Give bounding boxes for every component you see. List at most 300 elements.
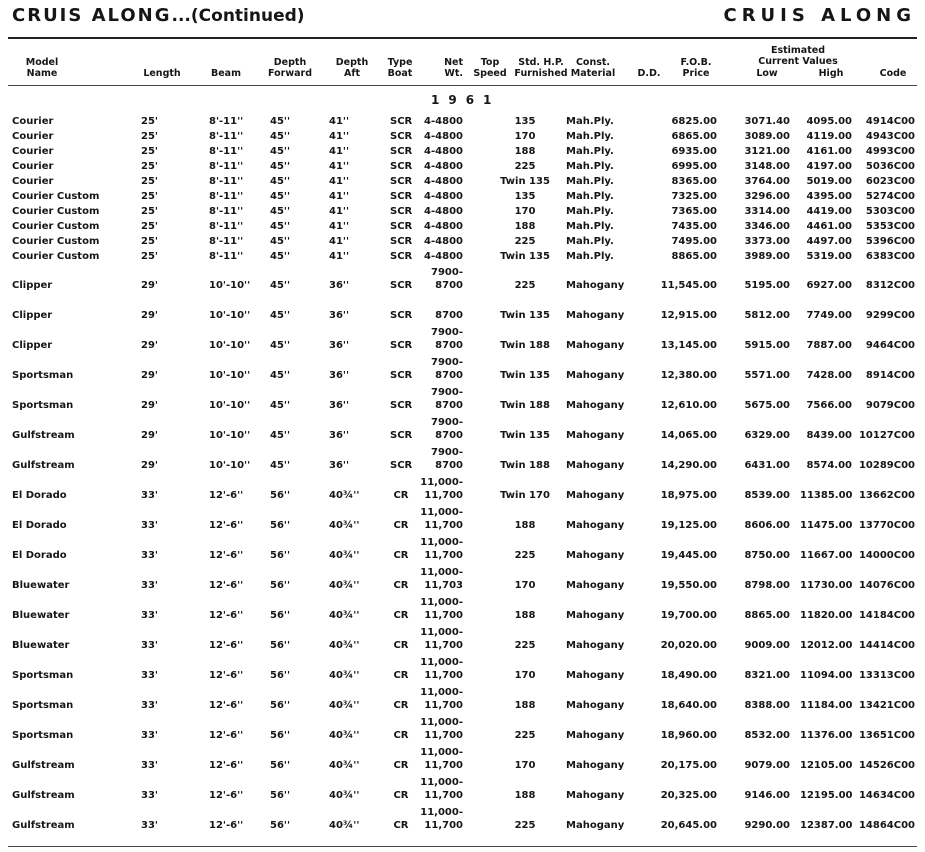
cell-length: 25' [141,131,158,142]
cell-model: El Dorado [12,490,67,501]
cell-low: 6431.00 [744,460,790,471]
cell-model: Gulfstream [12,820,75,831]
cell-depth-aft: 40¾'' [329,580,360,591]
cell-net-wt: 8700 [435,400,463,411]
cell-code: 14000C00 [858,550,915,561]
year-label: 1961 [431,93,501,107]
cell-depth-forward: 56'' [270,820,291,831]
cell-beam: 8'-11'' [209,116,244,127]
cell-depth-forward: 45'' [270,310,291,321]
cell-type: SCR [390,430,413,441]
cell-model: Courier Custom [12,236,100,247]
page-title-right: CRUIS ALONG [723,5,916,26]
page-title-left-main: CRUIS ALONG [12,5,172,26]
cell-net-wt: 11,700 [424,550,463,561]
cell-code: 13770C00 [858,520,915,531]
cell-type: SCR [390,161,413,172]
cell-length: 33' [141,550,158,561]
cell-depth-aft: 36'' [329,430,350,441]
cell-net-wt: 11,700 [424,700,463,711]
col-header-fob: F.O.B. Price [680,57,712,79]
cell-code: 9299C00 [865,310,915,321]
cell-code: 14526C00 [858,760,915,771]
cell-depth-aft: 36'' [329,280,350,291]
cell-code: 14076C00 [858,580,915,591]
cell-high: 11376.00 [800,730,853,741]
cell-type: SCR [390,191,413,202]
cell-code: 5274C00 [865,191,915,202]
cell-type: SCR [390,221,413,232]
col-header-beam: Beam [211,68,241,79]
cell-depth-forward: 45'' [270,206,291,217]
cell-model: Sportsman [12,400,74,411]
cell-low: 8865.00 [744,610,790,621]
cell-material: Mah.Ply. [566,161,614,172]
cell-beam: 8'-11'' [209,191,244,202]
cell-depth-forward: 45'' [270,161,291,172]
cell-fob-price: 18,640.00 [660,700,717,711]
cell-type: SCR [390,400,413,411]
cell-code: 5303C00 [865,206,915,217]
cell-net-wt: 11,700 [424,670,463,681]
cell-model: Gulfstream [12,460,75,471]
cell-depth-aft: 41'' [329,191,350,202]
bottom-rule [8,846,917,847]
cell-high: 8574.00 [806,460,852,471]
cell-fob-price: 14,290.00 [660,460,717,471]
cell-length: 25' [141,236,158,247]
cell-fob-price: 20,325.00 [660,790,717,801]
cell-low: 3373.00 [744,236,790,247]
cell-depth-forward: 45'' [270,280,291,291]
cell-fob-price: 18,975.00 [660,490,717,501]
cell-high: 4461.00 [806,221,852,232]
cell-fob-price: 19,550.00 [660,580,717,591]
cell-model: Gulfstream [12,430,75,441]
cell-length: 33' [141,610,158,621]
cell-hp: Twin 188 [500,340,550,351]
cell-net-wt: 11,700 [424,790,463,801]
cell-material: Mahogany [566,730,625,741]
cell-depth-aft: 40¾'' [329,820,360,831]
cell-hp: 225 [514,236,536,247]
cell-length: 33' [141,490,158,501]
cell-model: Courier [12,116,54,127]
cell-type: SCR [390,251,413,262]
col-header-depth-aft: Depth Aft [335,57,369,79]
cell-high: 11667.00 [800,550,853,561]
cell-code: 5036C00 [865,161,915,172]
cell-type: SCR [390,131,413,142]
cell-depth-aft: 36'' [329,460,350,471]
col-header-depth-forward: Depth Forward [268,57,312,79]
cell-material: Mahogany [566,520,625,531]
cell-depth-aft: 40¾'' [329,730,360,741]
cell-fob-price: 6825.00 [671,116,717,127]
cell-beam: 12'-6'' [209,610,244,621]
cell-length: 29' [141,310,158,321]
cell-depth-forward: 56'' [270,790,291,801]
cell-depth-forward: 45'' [270,370,291,381]
cell-depth-aft: 40¾'' [329,700,360,711]
cell-beam: 10'-10'' [209,460,251,471]
cell-length: 29' [141,400,158,411]
cell-type: SCR [390,370,413,381]
cell-high: 7566.00 [806,400,852,411]
cell-depth-forward: 45'' [270,131,291,142]
cell-code: 5353C00 [865,221,915,232]
cell-low: 9079.00 [744,760,790,771]
cell-beam: 8'-11'' [209,161,244,172]
cell-material: Mahogany [566,460,625,471]
cell-low: 8321.00 [744,670,790,681]
cell-code: 8914C00 [865,370,915,381]
cell-high: 4395.00 [806,191,852,202]
cell-high: 4161.00 [806,146,852,157]
cell-fob-price: 12,915.00 [660,310,717,321]
cell-code: 8312C00 [865,280,915,291]
cell-net-wt: 8700 [435,310,463,321]
cell-net-wt: 11,700 [424,610,463,621]
cell-depth-aft: 41'' [329,221,350,232]
cell-length: 33' [141,760,158,771]
cell-low: 5195.00 [744,280,790,291]
cell-fob-price: 19,445.00 [660,550,717,561]
cell-net-wt: 4-4800 [424,191,463,202]
cell-type: CR [393,640,409,651]
cell-low: 9146.00 [744,790,790,801]
cell-low: 3314.00 [744,206,790,217]
cell-type: CR [393,820,409,831]
col-header-dd: D.D. [637,68,661,79]
cell-net-wt: 11,700 [424,640,463,651]
cell-code: 10127C00 [858,430,915,441]
cell-material: Mahogany [566,580,625,591]
col-header-high: High [818,68,844,79]
cell-code: 10289C00 [858,460,915,471]
cell-type: SCR [390,146,413,157]
cell-net-wt-range-start: 7900- [431,357,463,368]
cell-high: 4497.00 [806,236,852,247]
cell-hp: 225 [514,730,536,741]
cell-fob-price: 7365.00 [671,206,717,217]
cell-low: 3148.00 [744,161,790,172]
cell-type: SCR [390,236,413,247]
cell-hp: 170 [514,760,536,771]
cell-beam: 12'-6'' [209,700,244,711]
cell-hp: Twin 135 [500,430,550,441]
cell-code: 9464C00 [865,340,915,351]
cell-model: Courier [12,161,54,172]
cell-high: 11385.00 [800,490,853,501]
cell-code: 13421C00 [858,700,915,711]
cell-high: 4197.00 [806,161,852,172]
cell-net-wt-range-start: 11,000- [420,657,463,668]
cell-net-wt: 4-4800 [424,206,463,217]
cell-material: Mahogany [566,700,625,711]
cell-depth-aft: 41'' [329,146,350,157]
cell-length: 29' [141,370,158,381]
cell-depth-aft: 41'' [329,236,350,247]
cell-type: CR [393,550,409,561]
cell-depth-forward: 45'' [270,400,291,411]
cell-length: 25' [141,176,158,187]
cell-hp: 188 [514,700,536,711]
cell-net-wt: 8700 [435,460,463,471]
cell-low: 3296.00 [744,191,790,202]
cell-model: Sportsman [12,730,74,741]
col-header-hp: Std. H.P. Furnished [514,57,568,79]
cell-beam: 12'-6'' [209,520,244,531]
cell-depth-forward: 45'' [270,191,291,202]
cell-fob-price: 18,490.00 [660,670,717,681]
cell-type: SCR [390,206,413,217]
cell-material: Mah.Ply. [566,221,614,232]
cell-beam: 8'-11'' [209,206,244,217]
cell-type: CR [393,610,409,621]
col-header-code: Code [879,68,907,79]
cell-beam: 10'-10'' [209,340,251,351]
cell-hp: Twin 135 [500,176,550,187]
cell-depth-aft: 36'' [329,370,350,381]
cell-material: Mahogany [566,670,625,681]
col-header-net-wt: Net Wt. [444,57,463,79]
cell-high: 12195.00 [800,790,853,801]
cell-material: Mahogany [566,820,625,831]
cell-length: 33' [141,820,158,831]
cell-net-wt-range-start: 7900- [431,267,463,278]
cell-hp: 188 [514,221,536,232]
cell-hp: 170 [514,206,536,217]
cell-material: Mah.Ply. [566,146,614,157]
cell-high: 7887.00 [806,340,852,351]
cell-fob-price: 7495.00 [671,236,717,247]
cell-material: Mahogany [566,340,625,351]
cell-fob-price: 8365.00 [671,176,717,187]
cell-depth-forward: 45'' [270,460,291,471]
cell-code: 6023C00 [865,176,915,187]
cell-hp: 188 [514,146,536,157]
cell-model: Bluewater [12,640,70,651]
cell-beam: 10'-10'' [209,400,251,411]
cell-code: 14414C00 [858,640,915,651]
cell-length: 25' [141,116,158,127]
cell-depth-forward: 56'' [270,640,291,651]
cell-material: Mahogany [566,310,625,321]
cell-hp: Twin 188 [500,400,550,411]
cell-depth-forward: 45'' [270,116,291,127]
cell-fob-price: 6865.00 [671,131,717,142]
cell-length: 33' [141,670,158,681]
cell-model: Bluewater [12,610,70,621]
cell-depth-aft: 41'' [329,206,350,217]
cell-beam: 12'-6'' [209,640,244,651]
cell-depth-forward: 56'' [270,550,291,561]
cell-hp: 225 [514,820,536,831]
cell-model: Courier Custom [12,206,100,217]
cell-code: 4943C00 [865,131,915,142]
cell-net-wt: 11,700 [424,730,463,741]
cell-model: El Dorado [12,520,67,531]
cell-length: 33' [141,580,158,591]
cell-model: Sportsman [12,700,74,711]
cell-type: SCR [390,460,413,471]
header-rule [8,85,917,86]
cell-low: 3346.00 [744,221,790,232]
cell-beam: 12'-6'' [209,550,244,561]
cell-depth-aft: 40¾'' [329,670,360,681]
cell-type: SCR [390,280,413,291]
cell-fob-price: 18,960.00 [660,730,717,741]
cell-depth-aft: 40¾'' [329,550,360,561]
cell-low: 9009.00 [744,640,790,651]
cell-hp: 188 [514,610,536,621]
cell-model: Courier [12,176,54,187]
cell-depth-forward: 56'' [270,580,291,591]
cell-depth-forward: 56'' [270,490,291,501]
cell-high: 7428.00 [806,370,852,381]
cell-beam: 8'-11'' [209,131,244,142]
cell-high: 8439.00 [806,430,852,441]
cell-code: 14864C00 [858,820,915,831]
cell-beam: 10'-10'' [209,280,251,291]
cell-depth-aft: 36'' [329,310,350,321]
cell-fob-price: 8865.00 [671,251,717,262]
cell-material: Mahogany [566,370,625,381]
cell-hp: 170 [514,131,536,142]
cell-hp: 188 [514,520,536,531]
cell-type: CR [393,730,409,741]
cell-fob-price: 12,380.00 [660,370,717,381]
cell-depth-forward: 56'' [270,730,291,741]
cell-low: 3989.00 [744,251,790,262]
cell-length: 25' [141,251,158,262]
cell-net-wt: 8700 [435,370,463,381]
cell-high: 4095.00 [806,116,852,127]
cell-material: Mahogany [566,610,625,621]
cell-net-wt: 8700 [435,430,463,441]
cell-depth-aft: 40¾'' [329,490,360,501]
cell-depth-aft: 41'' [329,176,350,187]
cell-depth-forward: 45'' [270,251,291,262]
cell-type: SCR [390,340,413,351]
cell-model: Courier [12,146,54,157]
col-header-top-speed: Top Speed [473,57,507,79]
page-title-left [12,5,305,26]
col-header-low: Low [756,68,778,79]
cell-code: 13651C00 [858,730,915,741]
cell-net-wt: 4-4800 [424,116,463,127]
cell-fob-price: 6935.00 [671,146,717,157]
cell-model: Clipper [12,340,53,351]
cell-beam: 8'-11'' [209,251,244,262]
cell-net-wt-range-start: 11,000- [420,627,463,638]
cell-material: Mah.Ply. [566,131,614,142]
cell-net-wt-range-start: 11,000- [420,777,463,788]
cell-net-wt: 4-4800 [424,221,463,232]
cell-low: 8750.00 [744,550,790,561]
cell-code: 9079C00 [865,400,915,411]
cell-fob-price: 14,065.00 [660,430,717,441]
cell-material: Mahogany [566,280,625,291]
page-title-left-suffix: ...(Continued) [171,6,305,26]
cell-beam: 8'-11'' [209,221,244,232]
cell-code: 4914C00 [865,116,915,127]
cell-low: 5915.00 [744,340,790,351]
cell-model: Courier Custom [12,221,100,232]
cell-depth-forward: 45'' [270,236,291,247]
cell-type: CR [393,760,409,771]
cell-high: 5019.00 [806,176,852,187]
cell-net-wt-range-start: 11,000- [420,687,463,698]
cell-fob-price: 13,145.00 [660,340,717,351]
cell-length: 33' [141,790,158,801]
cell-fob-price: 19,700.00 [660,610,717,621]
cell-net-wt: 4-4800 [424,236,463,247]
cell-beam: 12'-6'' [209,490,244,501]
cell-depth-aft: 40¾'' [329,790,360,801]
cell-material: Mahogany [566,760,625,771]
cell-low: 8798.00 [744,580,790,591]
cell-net-wt: 4-4800 [424,176,463,187]
cell-material: Mah.Ply. [566,116,614,127]
cell-net-wt: 11,703 [424,580,463,591]
cell-high: 11475.00 [800,520,853,531]
cell-code: 5396C00 [865,236,915,247]
cell-material: Mah.Ply. [566,191,614,202]
col-header-material: Const. Material [570,57,616,79]
cell-high: 4419.00 [806,206,852,217]
cell-net-wt: 4-4800 [424,131,463,142]
cell-depth-aft: 40¾'' [329,640,360,651]
cell-model: Gulfstream [12,790,75,801]
cell-beam: 12'-6'' [209,580,244,591]
cell-beam: 8'-11'' [209,146,244,157]
cell-material: Mah.Ply. [566,176,614,187]
cell-depth-forward: 56'' [270,610,291,621]
cell-high: 5319.00 [806,251,852,262]
cell-net-wt-range-start: 7900- [431,417,463,428]
cell-type: SCR [390,116,413,127]
cell-beam: 8'-11'' [209,236,244,247]
cell-material: Mahogany [566,400,625,411]
cell-code: 13662C00 [858,490,915,501]
cell-net-wt-range-start: 11,000- [420,537,463,548]
cell-type: CR [393,670,409,681]
cell-depth-forward: 45'' [270,340,291,351]
cell-low: 5675.00 [744,400,790,411]
cell-high: 11730.00 [800,580,853,591]
cell-model: Sportsman [12,370,74,381]
cell-material: Mahogany [566,790,625,801]
cell-length: 33' [141,700,158,711]
cell-high: 11820.00 [800,610,853,621]
cell-depth-forward: 45'' [270,176,291,187]
cell-length: 25' [141,161,158,172]
cell-high: 6927.00 [806,280,852,291]
cell-model: Bluewater [12,580,70,591]
cell-hp: 225 [514,550,536,561]
cell-type: CR [393,520,409,531]
cell-hp: Twin 188 [500,460,550,471]
cell-net-wt: 11,700 [424,520,463,531]
cell-low: 8532.00 [744,730,790,741]
cell-length: 25' [141,191,158,202]
cell-hp: 170 [514,670,536,681]
col-header-estimated-values: Estimated Current Values [758,45,838,67]
cell-beam: 12'-6'' [209,730,244,741]
cell-low: 9290.00 [744,820,790,831]
